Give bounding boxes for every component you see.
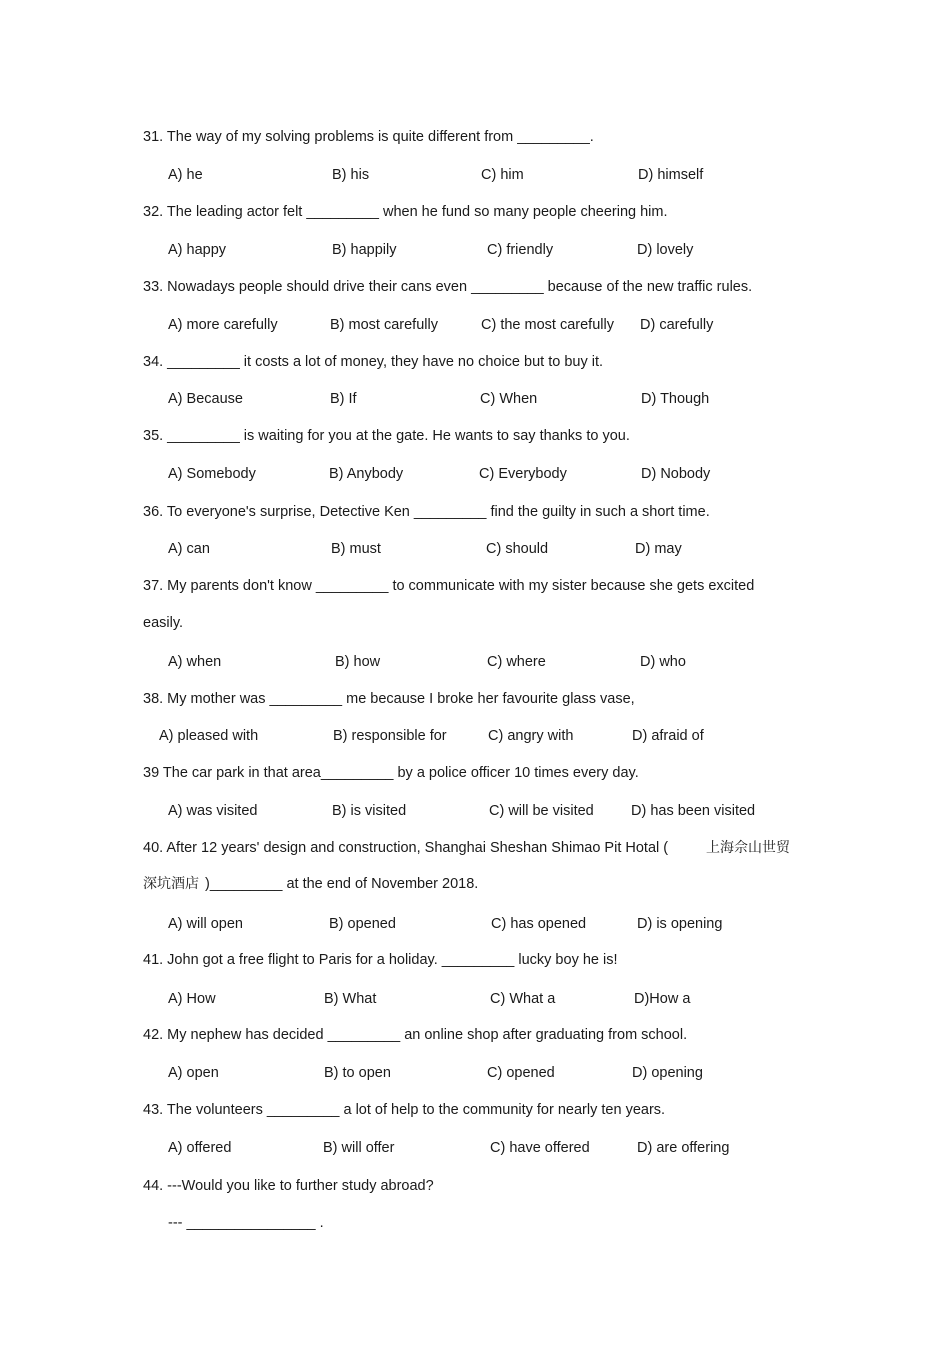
option-d: D) who: [640, 654, 686, 670]
option-d: D) may: [635, 541, 682, 557]
option-c: C) where: [487, 654, 546, 670]
option-c: C) Everybody: [479, 466, 567, 482]
option-b: B) is visited: [332, 803, 407, 819]
option-a: A) more carefully: [168, 317, 278, 333]
option-a: A) open: [168, 1065, 219, 1081]
option-b: B) to open: [324, 1065, 391, 1081]
question-stem: 31. The way of my solving problems is quite different from _________.: [143, 129, 594, 145]
option-a: A) offered: [168, 1140, 232, 1156]
option-d: D) has been visited: [631, 803, 756, 819]
question-stem: 35. _________ is waiting for you at the gate. He wants to say thanks to you.: [143, 428, 630, 444]
option-a: A) pleased with: [159, 728, 259, 744]
question-stem: 37. My parents don't know _________ to communicate with my sister because she gets excited: [143, 578, 755, 594]
option-a: A) happy: [168, 242, 227, 258]
option-d: D) Though: [641, 391, 710, 407]
option-a: A) when: [168, 654, 222, 670]
option-c: C) him: [481, 167, 524, 183]
option-c: C) friendly: [487, 242, 554, 258]
option-c: C) should: [486, 541, 549, 557]
option-d: D) Nobody: [641, 466, 711, 482]
option-c: C) When: [480, 391, 538, 407]
question-stem: 34. _________ it costs a lot of money, they have no choice but to buy it.: [143, 354, 603, 370]
question-stem: 44. ---Would you like to further study abroad?: [143, 1178, 434, 1194]
option-a: A) can: [168, 541, 210, 557]
option-d: D) are offering: [637, 1140, 730, 1156]
option-a: A) Somebody: [168, 466, 256, 482]
question-stem: 39 The car park in that area_________ by a police officer 10 times every day.: [143, 765, 639, 781]
option-d: D) afraid of: [632, 728, 704, 744]
option-c: C) will be visited: [489, 803, 594, 819]
question-stem: 36. To everyone's surprise, Detective Ken _________ find the guilty in such a short time.: [143, 504, 710, 520]
option-a: A) How: [168, 991, 216, 1007]
option-b: B) happily: [332, 242, 397, 258]
option-a: A) was visited: [168, 803, 258, 819]
option-b: B) will offer: [323, 1140, 395, 1156]
question-stem-chinese: 上海佘山世贸: [706, 840, 790, 856]
option-d: D) opening: [632, 1065, 703, 1081]
option-c: C) What a: [490, 991, 556, 1007]
question-stem: 40. After 12 years' design and construction, Shanghai Sheshan Shimao Pit Hotal (: [143, 840, 669, 856]
option-b: B) If: [330, 391, 357, 407]
option-a: A) Because: [168, 391, 243, 407]
option-b: B) Anybody: [329, 466, 404, 482]
option-b: B) What: [324, 991, 377, 1007]
question-stem-chinese-continued: 深坑酒店: [143, 876, 199, 892]
option-c: C) has opened: [491, 916, 587, 932]
option-a: A) will open: [168, 916, 243, 932]
question-stem-continued: )_________ at the end of November 2018.: [201, 876, 479, 892]
option-b: B) how: [335, 654, 381, 670]
option-a: A) he: [168, 167, 203, 183]
question-stem: 41. John got a free flight to Paris for a holiday. _________ lucky boy he is!: [143, 952, 618, 968]
question-stem: 33. Nowadays people should drive their cans even _________ because of the new traffic rules.: [143, 279, 753, 295]
option-b: B) must: [331, 541, 381, 557]
option-b: B) most carefully: [330, 317, 438, 333]
option-c: C) have offered: [490, 1140, 590, 1156]
option-d: D) himself: [638, 167, 704, 183]
option-d: D) is opening: [637, 916, 723, 932]
option-c: C) angry with: [488, 728, 574, 744]
answer-line: --- ________________ .: [168, 1215, 324, 1231]
option-b: B) responsible for: [333, 728, 447, 744]
question-stem: 42. My nephew has decided _________ an online shop after graduating from school.: [143, 1027, 688, 1043]
option-b: B) his: [332, 167, 370, 183]
option-d: D)How a: [634, 991, 691, 1007]
question-stem: 43. The volunteers _________ a lot of help to the community for nearly ten years.: [143, 1102, 666, 1118]
option-d: D) carefully: [640, 317, 714, 333]
question-stem-continued: easily.: [143, 615, 184, 631]
option-c: C) opened: [487, 1065, 555, 1081]
option-d: D) lovely: [637, 242, 694, 258]
question-stem: 32. The leading actor felt _________ when he fund so many people cheering him.: [143, 204, 668, 220]
question-stem: 38. My mother was _________ me because I broke her favourite glass vase,: [143, 691, 635, 707]
option-c: C) the most carefully: [481, 317, 614, 333]
option-b: B) opened: [329, 916, 396, 932]
